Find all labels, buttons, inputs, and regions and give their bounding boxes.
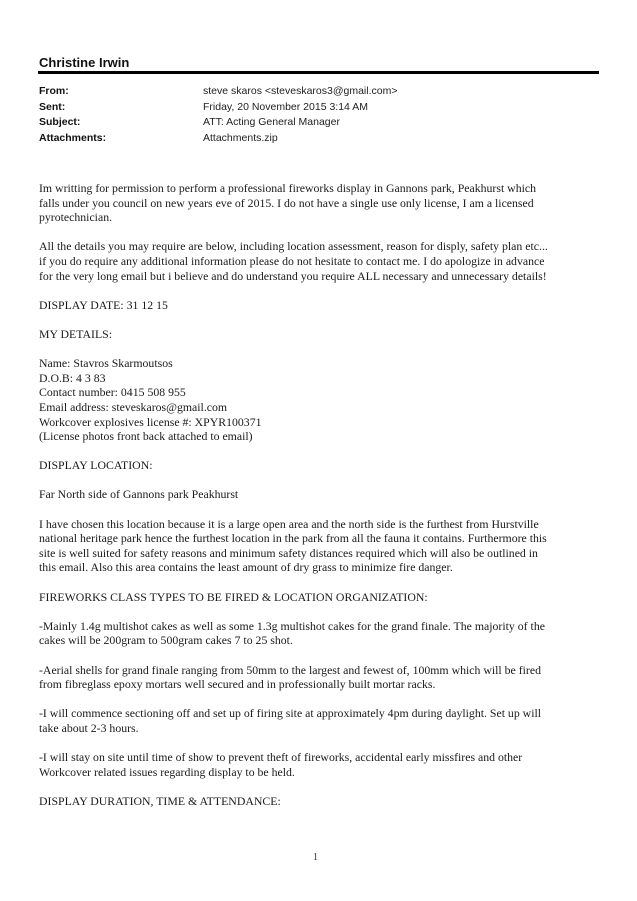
details-name: Name: Stavros Skarmoutsos (39, 356, 173, 371)
sent-label: Sent: (39, 100, 66, 113)
body-line: DISPLAY DURATION, TIME & ATTENDANCE: (39, 793, 281, 808)
attachments-value: Attachments.zip (203, 131, 278, 144)
header-divider (38, 71, 599, 74)
body-line: if you do require any additional information please do not hesitate to contact me. I do apologize in advance (39, 253, 545, 268)
sender-name: Christine Irwin (39, 55, 130, 70)
body-line: this email. Also this area contains the least amount of dry grass to minimize fire danger. (39, 560, 453, 575)
body-line: I have chosen this location because it is a large open area and the north side is the furthest from Hurstville (39, 516, 539, 531)
body-line: for the very long email but i believe and do understand you require ALL necessary and unnecessary details! (39, 268, 547, 283)
body-line: -Aerial shells for grand finale ranging from 50mm to the largest and fewest of, 100mm which will be fired (39, 662, 541, 677)
body-line: national heritage park hence the furthest location in the park from all the fauna it contains. Furthermore this (39, 531, 547, 546)
body-line: take about 2-3 hours. (39, 720, 139, 735)
body-line: falls under you council on new years eve of 2015. I do not have a single use only license, I am a licensed (39, 195, 534, 210)
email-body (39, 181, 595, 823)
body-line: -I will commence sectioning off and set up of firing site at approximately 4pm during daylight. Set up will (39, 706, 542, 721)
details-contact-number: Contact number: 0415 508 955 (39, 385, 186, 400)
body-line: site is well suited for safety reasons and minimum safety distances required which will also be outlined in (39, 545, 538, 560)
duration-heading (39, 794, 595, 809)
body-line: MY DETAILS: (39, 326, 112, 341)
details-email: Email address: steveskaros@gmail.com (39, 399, 228, 414)
body-line: Far North side of Gannons park Peakhurst (39, 487, 239, 502)
page-number: 1 (313, 852, 318, 863)
setup-paragraph (39, 706, 595, 735)
body-line: Workcover related issues regarding display to be held. (39, 764, 295, 779)
onsite-paragraph (39, 750, 595, 779)
personal-details (39, 356, 595, 444)
location-reason-paragraph (39, 517, 595, 575)
from-value: steve skaros <steveskaros3@gmail.com> (203, 85, 398, 97)
attachments-label: Attachments: (39, 131, 107, 144)
body-line: DISPLAY DATE: 31 12 15 (39, 297, 168, 312)
fireworks-class-heading (39, 590, 595, 605)
subject-label: Subject: (39, 116, 81, 128)
body-line: pyrotechnician. (39, 210, 113, 225)
body-line: Im writting for permission to perform a professional fireworks display in Gannons park, Peakhurst which (39, 181, 537, 195)
cakes-paragraph (39, 619, 595, 648)
body-line: cakes will be 200gram to 500gram cakes 7 to 25 shot. (39, 633, 293, 648)
body-line: from fibreglass epoxy mortars well secured and in professionally built mortar racks. (39, 677, 436, 692)
details-dob: D.O.B: 4 3 83 (39, 370, 106, 385)
display-location-heading (39, 458, 595, 473)
body-line: All the details you may require are below, including location assessment, reason for disply, safety plan etc... (39, 239, 548, 254)
intro-paragraph (39, 181, 595, 225)
sent-value: Friday, 20 November 2015 3:14 AM (203, 100, 368, 113)
body-line: -Mainly 1.4g multishot cakes as well as some 1.3g multishot cakes for the grand finale. The majority of the (39, 618, 545, 633)
details-license: Workcover explosives license #: XPYR100371 (39, 414, 262, 429)
body-line: -I will stay on site until time of show to prevent theft of fireworks, accidental early missfires and other (39, 750, 523, 765)
subject-value: ATT: Acting General Manager (203, 116, 340, 128)
details-intro-paragraph (39, 239, 595, 283)
body-line: DISPLAY LOCATION: (39, 458, 153, 473)
my-details-heading (39, 327, 595, 342)
details-license-note: (License photos front back attached to email) (39, 429, 253, 444)
display-date (39, 298, 595, 313)
display-location (39, 487, 595, 502)
aerial-shells-paragraph (39, 663, 595, 692)
from-label: From: (39, 85, 69, 97)
body-line: FIREWORKS CLASS TYPES TO BE FIRED & LOCATION ORGANIZATION: (39, 589, 428, 604)
